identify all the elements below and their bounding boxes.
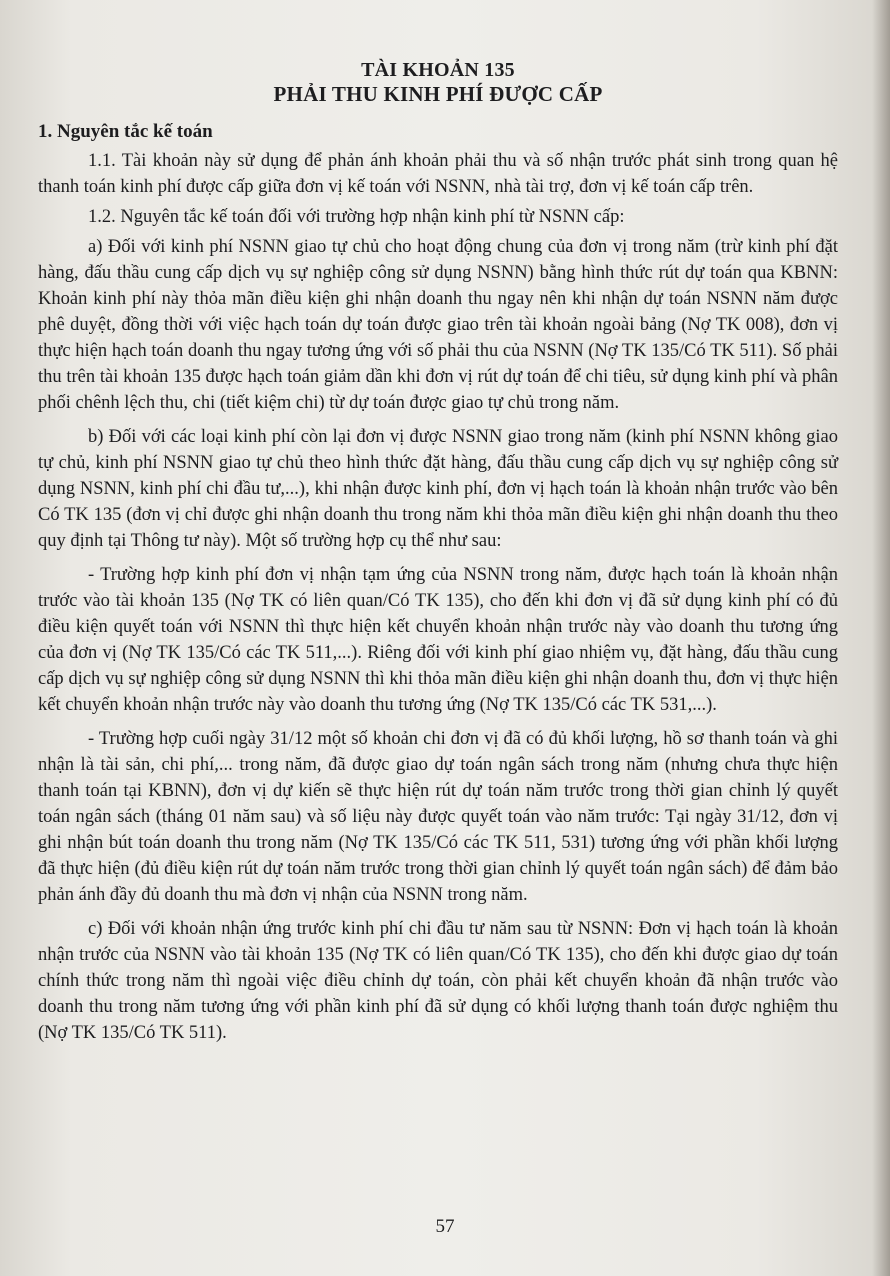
paragraph-b: b) Đối với các loại kinh phí còn lại đơn vị được NSNN giao trong năm (kinh phí NSNN không giao tự chủ, kinh phí NSNN giao tự chủ theo hình thức đặt hàng, đấu thầu cung cấp dịch vụ sự nghiệp công sử dụng NSNN, kinh phí chi đầu tư,...), khi nhận được kinh phí, đơn vị hạch toán là khoản nhận trước vào bên Có TK 135 (đơn vị chỉ được ghi nhận doanh thu trong năm khi thỏa mãn điều kiện ghi nhận doanh thu theo quy định tại Thông tư này). Một số trường hợp cụ thể như sau:: [38, 427, 838, 551]
paragraph-b-case-1: - Trường hợp kinh phí đơn vị nhận tạm ứng của NSNN trong năm, được hạch toán là khoản nhận trước vào tài khoản 135 (Nợ TK có liên quan/Có TK 135), cho đến khi đơn vị đã sử dụng kinh phí có đủ điều kiện quyết toán với NSNN thì thực hiện kết chuyển khoản nhận trước này vào doanh thu tương ứng của đơn vị (Nợ TK 135/Có các TK 511,...). Riêng đối với kinh phí giao nhiệm vụ, đặt hàng, đấu thầu cung cấp dịch vụ sự nghiệp công sử dụng NSNN thì khi thỏa mãn điều kiện ghi nhận doanh thu, đơn vị thực hiện kết chuyển khoản nhận trước này vào doanh thu tương ứng (Nợ TK 135/Có các TK 531,...).: [38, 565, 838, 715]
spacer: [38, 908, 838, 916]
page-content: [38, 58, 838, 1046]
paragraph-c: c) Đối với khoản nhận ứng trước kinh phí chi đầu tư năm sau từ NSNN: Đơn vị hạch toán là khoản nhận trước của NSNN vào tài khoản 135 (Nợ TK có liên quan/Có TK 135), cho đến khi được giao dự toán chính thức trong năm thì ngoài việc điều chỉnh dự toán, còn phải kết chuyển khoản đã nhận trước vào doanh thu trong năm tương ứng với phần kinh phí đã sử dụng có khối lượng thanh toán được nghiệm thu (Nợ TK 135/Có TK 511).: [38, 919, 838, 1043]
paragraph-b-case-2: - Trường hợp cuối ngày 31/12 một số khoản chi đơn vị đã có đủ khối lượng, hồ sơ thanh toán và ghi nhận là tài sản, chi phí,... trong năm, đã được giao dự toán ngân sách trong năm (nhưng chưa thực hiện thanh toán tại KBNN), đơn vị dự kiến sẽ thực hiện rút dự toán năm trước trong thời gian chỉnh lý quyết toán ngân sách (tháng 01 năm sau) và số liệu này được quyết toán vào năm trước: Tại ngày 31/12, đơn vị ghi nhận bút toán doanh thu trong năm (Nợ TK 135/Có các TK 511, 531) tương ứng với phần khối lượng đã thực hiện (đủ điều kiện rút dự toán năm trước trong thời gian chỉnh lý quyết toán ngân sách) để đảm bảo phản ánh đầy đủ doanh thu mà đơn vị nhận của NSNN trong năm.: [38, 729, 838, 905]
spacer: [38, 718, 838, 726]
paragraph-1-2: 1.2. Nguyên tắc kế toán đối với trường hợp nhận kinh phí từ NSNN cấp:: [88, 207, 625, 227]
spacer: [38, 416, 838, 424]
document-title-line-1: TÀI KHOẢN 135: [361, 59, 515, 81]
document-title-line-2: PHẢI THU KINH PHÍ ĐƯỢC CẤP: [273, 82, 603, 106]
spacer: [38, 554, 838, 562]
paragraph-1-1: 1.1. Tài khoản này sử dụng để phản ánh khoản phải thu và số nhận trước phát sinh trong quan hệ thanh toán kinh phí được cấp giữa đơn vị kế toán với NSNN, nhà tài trợ, đơn vị kế toán cấp trên.: [38, 151, 838, 197]
section-heading: 1. Nguyên tắc kế toán: [38, 121, 213, 142]
page-spine-shadow: [872, 0, 890, 1276]
page-number: 57: [435, 1216, 455, 1237]
paragraph-a: a) Đối với kinh phí NSNN giao tự chủ cho hoạt động chung của đơn vị trong năm (trừ kinh phí đặt hàng, đấu thầu cung cấp dịch vụ sự nghiệp công sử dụng NSNN) bằng hình thức rút dự toán qua KBNN: Khoản kinh phí này thỏa mãn điều kiện ghi nhận doanh thu ngay nên khi nhận dự toán NSNN năm được phê duyệt, đồng thời với việc hạch toán dự toán được giao trên tài khoản ngoài bảng (Nợ TK 008), đơn vị thực hiện hạch toán doanh thu ngay tương ứng với số phải thu của NSNN (Nợ TK 135/Có TK 511). Số phải thu trên tài khoản 135 được hạch toán giảm dần khi đơn vị rút dự toán để chi tiêu, sử dụng kinh phí và phân phối chênh lệch thu, chi (tiết kiệm chi) từ dự toán được giao tự chủ trong năm.: [38, 237, 838, 413]
